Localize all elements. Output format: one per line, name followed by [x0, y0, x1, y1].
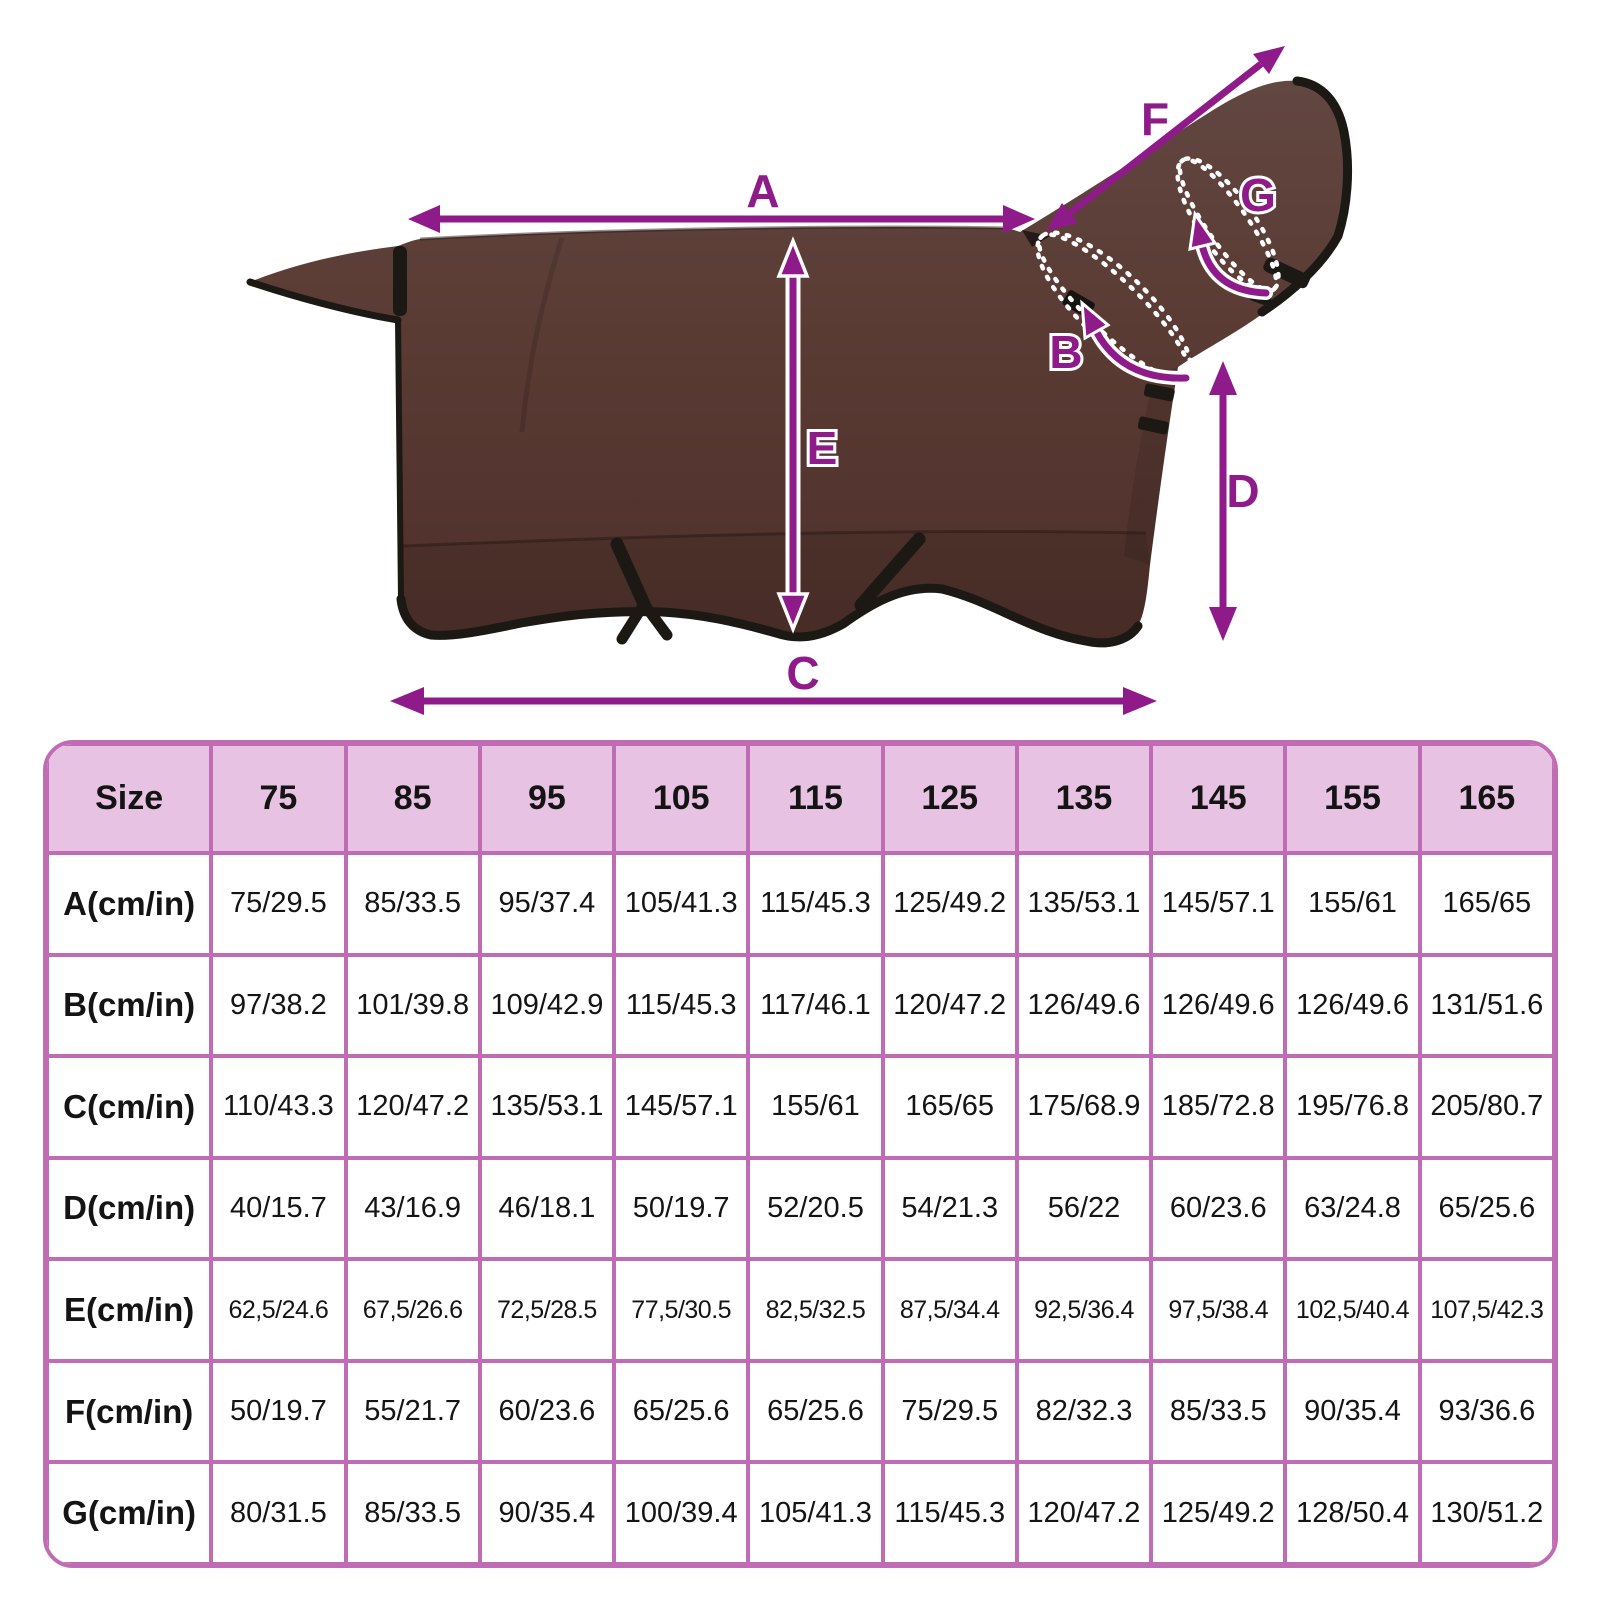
size-value-cell: 85/33.5 [346, 853, 480, 955]
size-value-cell: 185/72.8 [1151, 1056, 1285, 1158]
size-value-cell: 50/19.7 [614, 1158, 748, 1260]
size-value-cell: 102,5/40.4 [1285, 1259, 1419, 1361]
measure-label-e: E [806, 422, 838, 474]
size-value-cell: 85/33.5 [1151, 1361, 1285, 1463]
size-column-header: 85 [346, 744, 480, 853]
size-value-cell: 60/23.6 [1151, 1158, 1285, 1260]
size-column-header: 155 [1285, 744, 1419, 853]
size-value-cell: 60/23.6 [480, 1361, 614, 1463]
size-value-cell: 62,5/24.6 [211, 1259, 345, 1361]
size-value-cell: 50/19.7 [211, 1361, 345, 1463]
size-value-cell: 97,5/38.4 [1151, 1259, 1285, 1361]
size-value-cell: 105/41.3 [614, 853, 748, 955]
size-value-cell: 115/45.3 [614, 955, 748, 1057]
measure-label-d: D [1226, 465, 1260, 517]
size-value-cell: 128/50.4 [1285, 1462, 1419, 1564]
size-value-cell: 46/18.1 [480, 1158, 614, 1260]
size-value-cell: 155/61 [748, 1056, 882, 1158]
size-value-cell: 131/51.6 [1420, 955, 1554, 1057]
size-value-cell: 120/47.2 [346, 1056, 480, 1158]
size-value-cell: 65/25.6 [614, 1361, 748, 1463]
size-value-cell: 75/29.5 [883, 1361, 1017, 1463]
size-column-header: 135 [1017, 744, 1151, 853]
size-value-cell: 195/76.8 [1285, 1056, 1419, 1158]
size-value-cell: 52/20.5 [748, 1158, 882, 1260]
size-value-cell: 85/33.5 [346, 1462, 480, 1564]
size-value-cell: 145/57.1 [614, 1056, 748, 1158]
size-value-cell: 56/22 [1017, 1158, 1151, 1260]
size-column-header: 105 [614, 744, 748, 853]
size-value-cell: 135/53.1 [480, 1056, 614, 1158]
size-table-header-row [47, 744, 1554, 853]
size-value-cell: 90/35.4 [1285, 1361, 1419, 1463]
size-value-cell: 109/42.9 [480, 955, 614, 1057]
size-column-header: 115 [748, 744, 882, 853]
size-value-cell: 87,5/34.4 [883, 1259, 1017, 1361]
size-value-cell: 120/47.2 [883, 955, 1017, 1057]
arrow-c-head-right [1123, 687, 1157, 715]
size-value-cell: 165/65 [1420, 853, 1554, 955]
measure-label-g: G [1240, 169, 1276, 221]
size-table-head [47, 744, 1554, 853]
measurement-row-label: D(cm/in) [47, 1158, 211, 1260]
size-value-cell: 67,5/26.6 [346, 1259, 480, 1361]
size-column-header: 125 [883, 744, 1017, 853]
arrow-d-head-bottom [1209, 607, 1237, 641]
size-table-wrap [43, 740, 1558, 1568]
size-value-cell: 107,5/42.3 [1420, 1259, 1554, 1361]
size-value-cell: 145/57.1 [1151, 853, 1285, 955]
size-value-cell: 165/65 [883, 1056, 1017, 1158]
size-table-body [47, 853, 1554, 1564]
measurement-row [47, 1259, 1554, 1361]
size-value-cell: 65/25.6 [748, 1361, 882, 1463]
measure-label-a: A [746, 165, 780, 217]
measurement-row [47, 853, 1554, 955]
left-edge-trim [398, 320, 401, 599]
size-value-cell: 95/37.4 [480, 853, 614, 955]
size-value-cell: 125/49.2 [883, 853, 1017, 955]
size-value-cell: 90/35.4 [480, 1462, 614, 1564]
measurement-row-label: B(cm/in) [47, 955, 211, 1057]
size-value-cell: 105/41.3 [748, 1462, 882, 1564]
measure-label-f: F [1140, 93, 1170, 145]
horse-rug-diagram [0, 0, 1600, 725]
measurement-row-label: G(cm/in) [47, 1462, 211, 1564]
measurement-row [47, 1361, 1554, 1463]
size-value-cell: 55/21.7 [346, 1361, 480, 1463]
size-value-cell: 92,5/36.4 [1017, 1259, 1151, 1361]
size-value-cell: 75/29.5 [211, 853, 345, 955]
arrow-c-head-left [390, 687, 424, 715]
measure-label-b: B [1049, 326, 1083, 378]
size-value-cell: 43/16.9 [346, 1158, 480, 1260]
size-value-cell: 130/51.2 [1420, 1462, 1554, 1564]
size-value-cell: 110/43.3 [211, 1056, 345, 1158]
tail-strap [393, 246, 407, 316]
size-value-cell: 40/15.7 [211, 1158, 345, 1260]
size-value-cell: 80/31.5 [211, 1462, 345, 1564]
size-value-cell: 77,5/30.5 [614, 1259, 748, 1361]
measurement-diagram [0, 0, 1600, 725]
size-value-cell: 63/24.8 [1285, 1158, 1419, 1260]
size-value-cell: 115/45.3 [883, 1462, 1017, 1564]
measurement-row [47, 1158, 1554, 1260]
measurement-row-label: E(cm/in) [47, 1259, 211, 1361]
size-column-header: 165 [1420, 744, 1554, 853]
size-value-cell: 135/53.1 [1017, 853, 1151, 955]
size-value-cell: 155/61 [1285, 853, 1419, 955]
size-value-cell: 175/68.9 [1017, 1056, 1151, 1158]
size-value-cell: 97/38.2 [211, 955, 345, 1057]
measurement-row [47, 955, 1554, 1057]
size-table [47, 744, 1554, 1564]
size-column-header: 95 [480, 744, 614, 853]
measurement-row [47, 1056, 1554, 1158]
arrow-a-head-left [408, 205, 440, 233]
size-value-cell: 125/49.2 [1151, 1462, 1285, 1564]
arrow-d-head-top [1209, 361, 1237, 395]
measurement-row-label: F(cm/in) [47, 1361, 211, 1463]
size-value-cell: 100/39.4 [614, 1462, 748, 1564]
size-value-cell: 115/45.3 [748, 853, 882, 955]
size-value-cell: 82/32.3 [1017, 1361, 1151, 1463]
size-column-header: 75 [211, 744, 345, 853]
size-value-cell: 65/25.6 [1420, 1158, 1554, 1260]
measure-label-c: C [786, 647, 820, 699]
measurement-row-label: A(cm/in) [47, 853, 211, 955]
size-value-cell: 126/49.6 [1285, 955, 1419, 1057]
size-column-header: 145 [1151, 744, 1285, 853]
size-value-cell: 126/49.6 [1017, 955, 1151, 1057]
size-value-cell: 54/21.3 [883, 1158, 1017, 1260]
size-value-cell: 93/36.6 [1420, 1361, 1554, 1463]
size-value-cell: 82,5/32.5 [748, 1259, 882, 1361]
size-value-cell: 72,5/28.5 [480, 1259, 614, 1361]
measurement-row [47, 1462, 1554, 1564]
size-value-cell: 126/49.6 [1151, 955, 1285, 1057]
size-value-cell: 120/47.2 [1017, 1462, 1151, 1564]
size-header-label: Size [47, 744, 211, 853]
size-value-cell: 205/80.7 [1420, 1056, 1554, 1158]
size-value-cell: 117/46.1 [748, 955, 882, 1057]
size-value-cell: 101/39.8 [346, 955, 480, 1057]
measurement-row-label: C(cm/in) [47, 1056, 211, 1158]
